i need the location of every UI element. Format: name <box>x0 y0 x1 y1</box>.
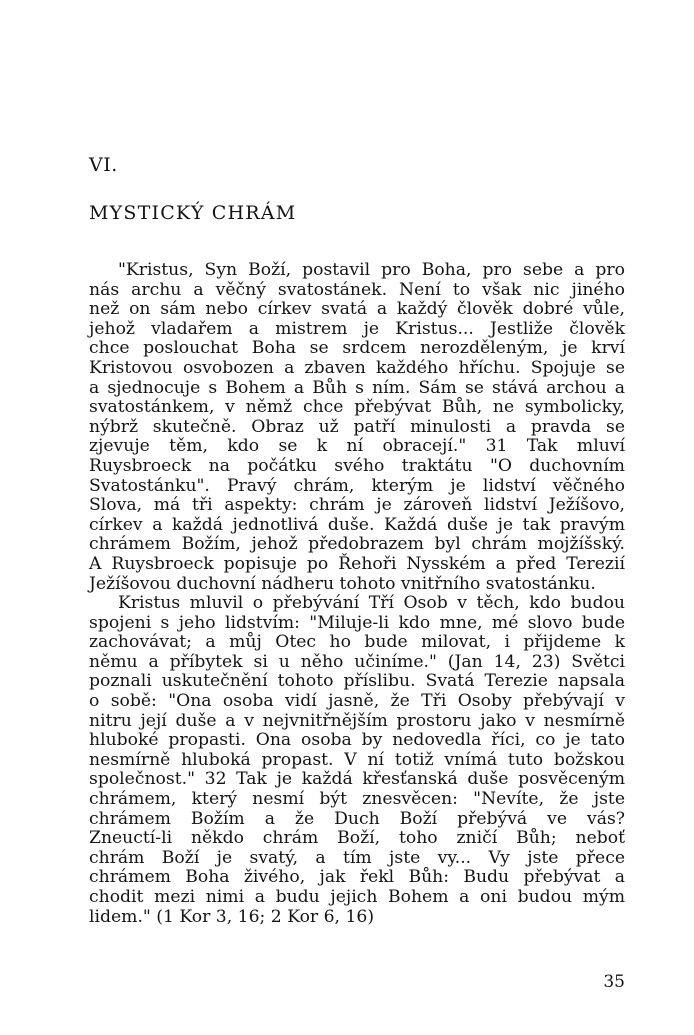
text-line: Svatostánku". Pravý chrám, kterým je lidství věčného <box>89 475 625 496</box>
body-text <box>89 261 625 927</box>
text-line: zachovávat; a můj Otec ho bude milovat, i přijdeme k <box>89 632 625 653</box>
text-line: společnost." 32 Tak je každá křesťanská duše posvěceným <box>89 769 625 790</box>
text-line: hluboké propasti. Ona osoba by nedovedla říci, co je tato <box>89 730 625 751</box>
text-line: církev a každá jednotlivá duše. Každá duše je tak pravým <box>89 514 625 535</box>
text-line: Kristus mluvil o přebývání Tří Osob v těch, kdo budou <box>118 593 625 614</box>
text-line: Ruysbroeck na počátku svého traktátu "O duchovním <box>89 455 625 476</box>
text-line: chrámem, který nesmí být znesvěcen: "Nevíte, že jste <box>89 789 625 810</box>
text-line: chrámem Božím a že Duch Boží přebývá ve vás? <box>89 808 625 829</box>
text-line: chrám Boží je svatý, a tím jste vy... Vy jste přece <box>89 847 625 868</box>
text-line: Ježíšovou duchovní nádheru tohoto vnitřního svatostánku. <box>89 573 596 594</box>
text-line: chce poslouchat Boha se srdcem nerozděleným, je krví <box>89 338 625 359</box>
text-line: spojeni s jeho lidstvím: "Miluje-li kdo mne, mé slovo bude <box>89 612 625 633</box>
text-line: poznali uskutečnění tohoto příslibu. Svatá Terezie napsala <box>89 671 625 692</box>
text-line: chrámem Božím, jehož předobrazem byl chrám mojžíšský. <box>89 534 625 555</box>
text-line: lidem." (1 Kor 3, 16; 2 Kor 6, 16) <box>89 906 375 927</box>
text-line: Slova, má tři aspekty: chrám je zároveň lidství Ježíšovo, <box>89 495 625 516</box>
chapter-title: MYSTICKÝ CHRÁM <box>89 202 297 224</box>
text-line: "Kristus, Syn Boží, postavil pro Boha, pro sebe a pro <box>118 260 625 280</box>
text-line: nesmírně hluboká propast. V ní totiž vnímá tuto božskou <box>89 749 625 770</box>
text-line: nás archu a věčný svatostánek. Není to však nic jiného <box>89 279 625 300</box>
text-line: zjevuje těm, kdo se k ní obracejí." 31 Tak mluví <box>89 436 625 457</box>
text-line: nýbrž skutečně. Obraz už patří minulosti a pravda se <box>89 416 625 437</box>
page-number: 35 <box>603 972 625 992</box>
text-line: němu a příbytek si u něho učiníme." (Jan 14, 23) Světci <box>89 651 625 672</box>
text-line: a sjednocuje s Bohem a Bůh s ním. Sám se stává archou a <box>89 377 625 398</box>
text-line: než on sám nebo církev svatá a každý člověk dobré vůle, <box>89 299 625 320</box>
text-line: Kristovou osvobozen a zbaven každého hříchu. Spojuje se <box>89 357 625 378</box>
text-line: svatostánkem, v němž chce přebývat Bůh, ne symbolicky, <box>89 397 625 418</box>
text-line: chodit mezi nimi a budu jejich Bohem a oni budou mým <box>89 887 625 907</box>
text-line: chrámem Boha živého, jak řekl Bůh: Budu přebývat a <box>89 867 625 888</box>
text-line: jehož vladařem a mistrem je Kristus... Jestliže člověk <box>89 318 625 339</box>
text-line: o sobě: "Ona osoba vidí jasně, že Tři Osoby přebývají v <box>89 691 625 712</box>
text-line: Zneuctí-li někdo chrám Boží, toho zničí Bůh; neboť <box>89 828 625 849</box>
text-line: A Ruysbroeck popisuje po Řehoři Nysském a před Terezií <box>89 553 625 574</box>
chapter-number: VI. <box>89 154 118 176</box>
text-line: nitru její duše a v nejvnitřnějším prostoru jako v nesmírně <box>89 710 625 731</box>
